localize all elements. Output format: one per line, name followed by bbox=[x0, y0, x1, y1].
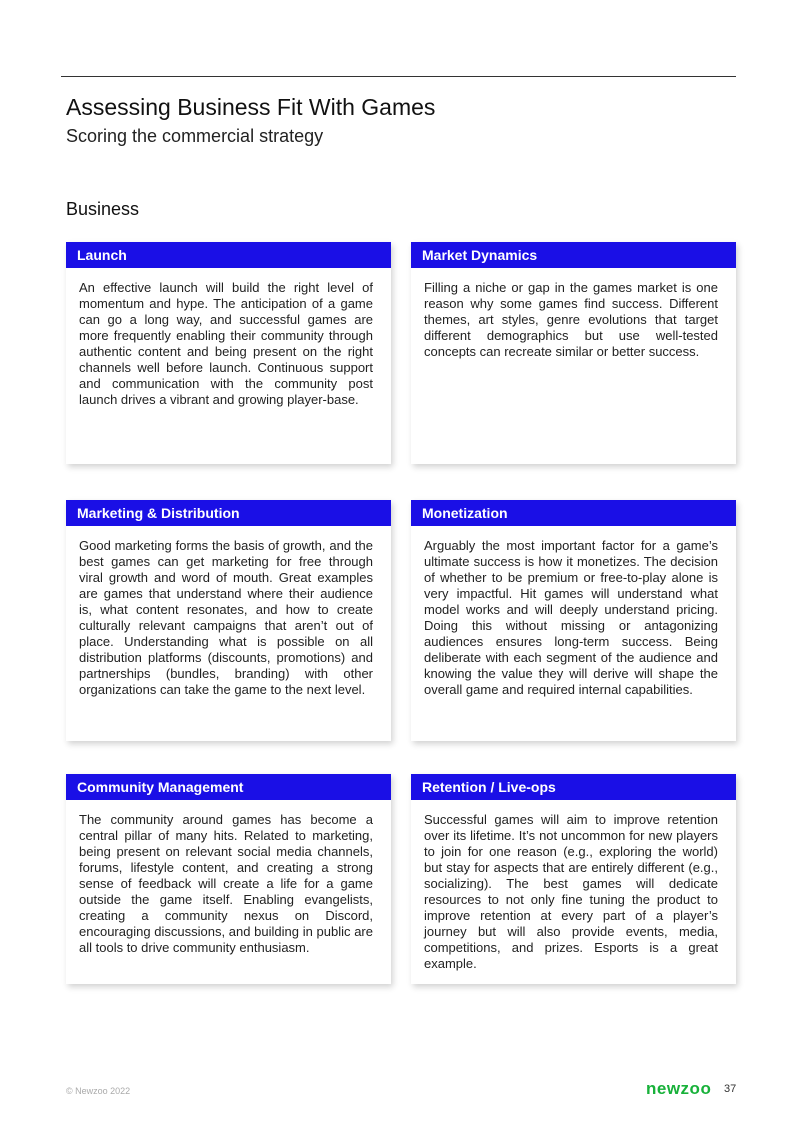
card-community-management bbox=[66, 774, 391, 984]
page-title: Assessing Business Fit With Games bbox=[66, 94, 436, 120]
card-body: Filling a niche or gap in the games market is one reason why some games find success. Different themes, art styles, genre evolutions that target different demographics but use well-tested concepts can recreate similar or better success. bbox=[424, 280, 718, 359]
card-title: Market Dynamics bbox=[411, 242, 736, 268]
copyright: © Newzoo 2022 bbox=[66, 1086, 131, 1096]
card-body: Arguably the most important factor for a game’s ultimate success is how it monetizes. The decision of whether to be premium or free-to-play alone is very impactful. Hit games will understand what model works and will deeply understand pricing. Doing this without missing or antagonizing audiences ensures long-term success. Being deliberate with each segment of the audience and knowing the value they will derive will shape the overall game and required internal capabilities. bbox=[424, 538, 718, 697]
card-title: Launch bbox=[66, 242, 391, 268]
newzoo-logo: newzoo bbox=[646, 1079, 712, 1098]
card-market-dynamics bbox=[411, 242, 736, 464]
card-title: Marketing & Distribution bbox=[66, 500, 391, 526]
card-title: Retention / Live-ops bbox=[411, 774, 736, 800]
card-launch bbox=[66, 242, 391, 464]
card-marketing-distribution bbox=[66, 500, 391, 741]
page-subtitle: Scoring the commercial strategy bbox=[66, 126, 324, 146]
card-retention-liveops bbox=[411, 774, 736, 984]
card-body: Good marketing forms the basis of growth, and the best games can get marketing for free through viral growth and word of mouth. Great examples are games that understand where their audience is, what content resonates, and how to create culturally relevant campaigns that aren’t out of place. Understanding what is possible on all distribution platforms (discounts, promotions) and partnerships (bundles, branding) with other organizations can take the game to the next level. bbox=[79, 538, 373, 697]
card-body: An effective launch will build the right level of momentum and hype. The anticipation of a game can go a long way, and successful games are more frequently enabling their community through authentic content and being present on the right channels well before launch. Continuous support and communication with the community post launch drives a vibrant and growing player-base. bbox=[79, 280, 373, 407]
card-monetization bbox=[411, 500, 736, 741]
card-body: Successful games will aim to improve retention over its lifetime. It’s not uncommon for new players to join for one reason (e.g., exploring the world) but stay for aspects that are entirely different (e.g., socializing). The best games will dedicate resources to not only fine tuning the product to improve retention at every part of a player’s journey but will also provide events, media, competitions, and prizes. Esports is a great example. bbox=[424, 812, 718, 971]
card-title: Monetization bbox=[411, 500, 736, 526]
card-title: Community Management bbox=[66, 774, 391, 800]
page-number: 37 bbox=[724, 1083, 737, 1095]
top-divider bbox=[61, 76, 736, 77]
card-body: The community around games has become a central pillar of many hits. Related to marketing, being present on relevant social media channels, forums, lifestyle content, and creating a strong sense of feedback will create a life for a game outside the game itself. Enabling evangelists, creating a community nexus on Discord, encouraging discussions, and building in public are all tools to drive community enthusiasm. bbox=[79, 812, 373, 955]
section-heading: Business bbox=[66, 199, 140, 219]
